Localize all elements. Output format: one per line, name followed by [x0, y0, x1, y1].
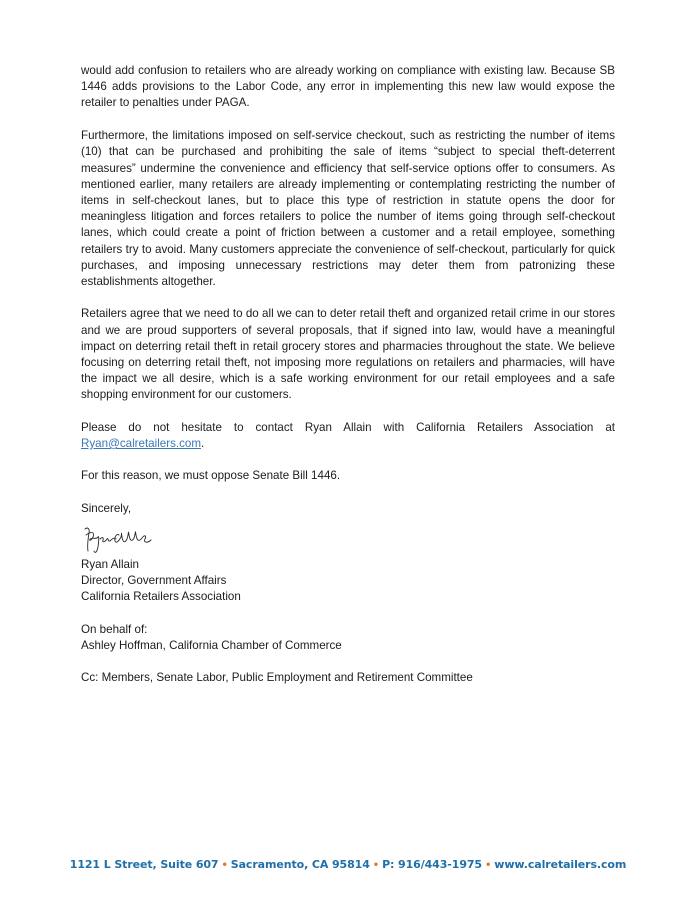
on-behalf-block [81, 622, 615, 654]
paragraph-self-checkout: Furthermore, the limitations imposed on self-service checkout, such as restricting the number of items (10) that can be purchased and prohibiting the sale of items “subject to special theft-deterrent measures” undermine the convenience and efficiency that self-service options offer to consumers. As mentioned earlier, many retailers are already implementing or contemplating restricting the number of items in self-checkout lanes, but to place this type of restriction in statute opens the door for meaningless litigation and forces retailers to police the number of items going through self-checkout lanes, which could create a point of friction between a customer and a retail employee, something retailers try to avoid. Many customers appreciate the convenience of self-checkout, particularly for quick purchases, and imposing unnecessary restrictions may deter them from patronizing these establishments altogether. [81, 129, 615, 288]
contact-text: Please do not hesitate to contact Ryan Allain with California Retailers Association at [81, 420, 615, 434]
footer-city: Sacramento, CA 95814 [230, 858, 370, 871]
footer-website-link[interactable]: www.calretailers.com [494, 858, 627, 871]
signer-organization: California Retailers Association [81, 590, 241, 604]
on-behalf-label: On behalf of: [81, 622, 148, 636]
paragraph-retail-theft: Retailers agree that we need to do all we can to deter retail theft and organized retail crime in our stores and we are proud supporters of several proposals, that if signed into law, would have a meaningful impact on deterring retail theft in retail grocery stores and pharmacies throughout the state. We believe focusing on deterring retail theft, not imposing more regulations on retailers and pharmacies, will have the impact we all desire, which is a safe working environment for our retail employees and a safe shopping environment for our customers. [81, 307, 615, 402]
footer-separator-dot: • [221, 860, 228, 871]
signer-block [81, 557, 615, 606]
footer-address: 1121 L Street, Suite 607 [69, 858, 219, 871]
footer-separator-dot: • [372, 860, 380, 871]
cc-line: Cc: Members, Senate Labor, Public Employment and Retirement Committee [81, 671, 473, 685]
signer-name: Ryan Allain [81, 557, 140, 571]
handwritten-signature [81, 523, 161, 555]
on-behalf-entity: Ashley Hoffman, California Chamber of Commerce [81, 638, 342, 652]
contact-email-link[interactable]: Ryan@calretailers.com [81, 436, 202, 450]
paragraph-paga: would add confusion to retailers who are already working on compliance with existing law. Because SB 1446 adds provisions to the Labor Code, any error in implementing this new law would expose the retailer to penalties under PAGA. [81, 64, 615, 110]
footer-phone: P: 916/443-1975 [382, 858, 482, 871]
contact-end: . [201, 436, 205, 450]
paragraph-contact [81, 420, 615, 452]
letter-body [81, 63, 615, 687]
footer-separator-dot: • [484, 860, 492, 871]
closing-salutation: Sincerely, [81, 501, 132, 515]
oppose-statement: For this reason, we must oppose Senate Bill 1446. [81, 469, 341, 483]
signer-title: Director, Government Affairs [81, 574, 227, 588]
letterhead-footer [0, 858, 696, 871]
